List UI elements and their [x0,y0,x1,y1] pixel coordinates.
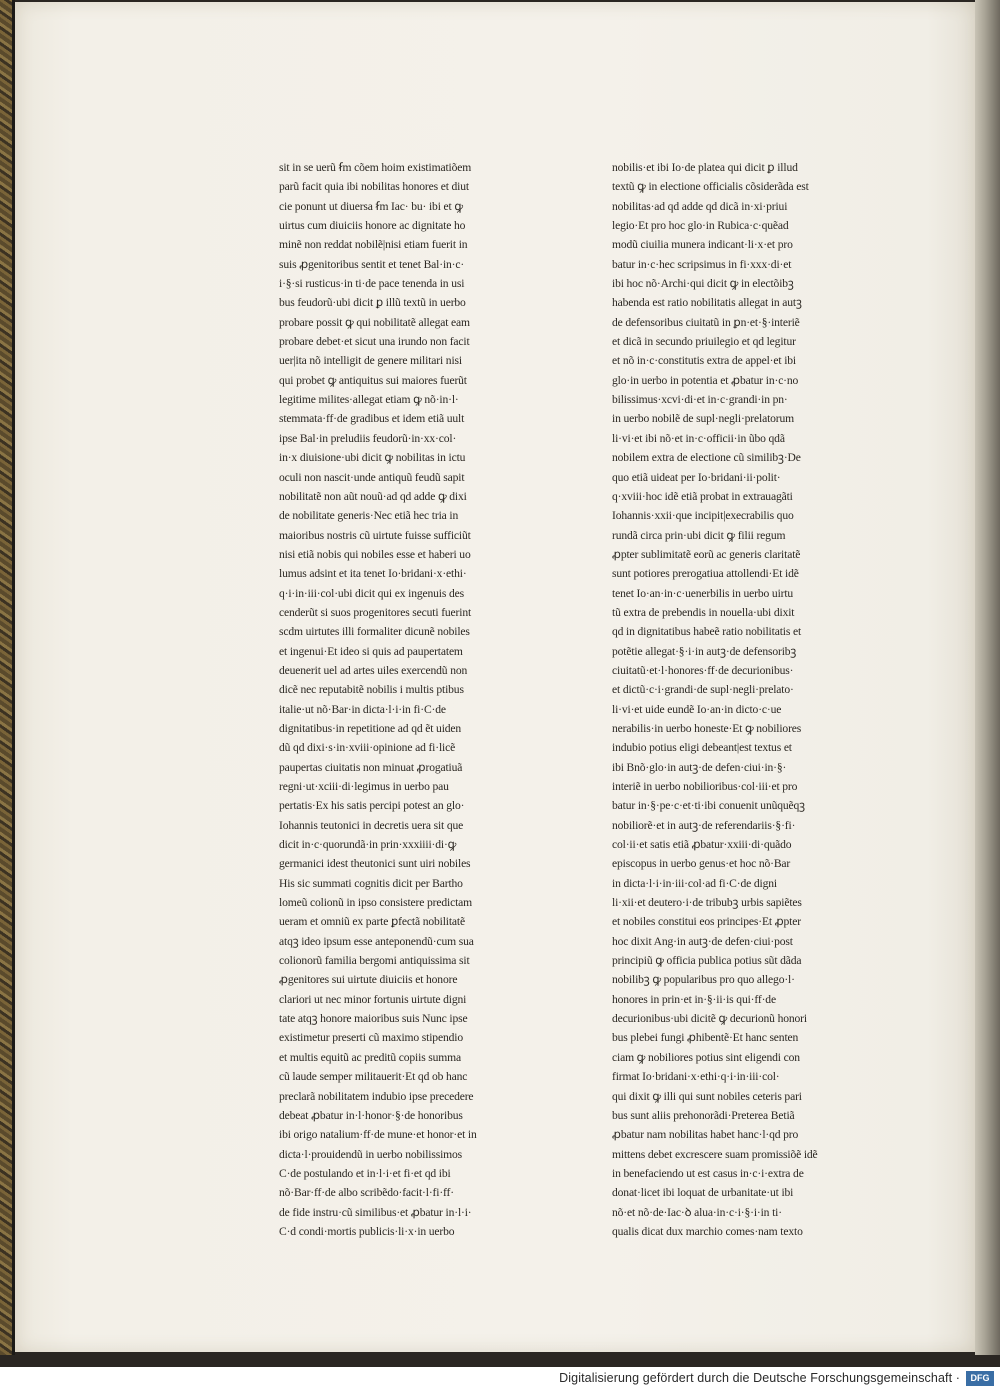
text-line: quo etiã uideat per Io·bridani·ii·polit· [612,470,781,484]
text-line: ꝓbatur nam nobilitas habet hanc·l·qd pro [612,1128,799,1142]
text-line: i·§·si rusticus·in ti·de pace tenenda in usi [279,277,465,291]
text-line: parũ facit quia ibi nobilitas honores et diut [279,180,469,194]
text-line: qualis dicat dux marchio comes·nam texto [612,1224,803,1238]
text-line: et nobiles constitui eos principes·Et ꝓpter [612,915,801,929]
text-line: sunt potiores prerogatiua attollendi·Et idẽ [612,567,799,581]
text-line: li·vi·et ibi nõ·et in·c·officii·in ũbo qdã [612,431,785,445]
text-line: donat·licet ibi loquat de urbanitate·ut ibi [612,1186,794,1200]
text-line: nisi etiã nobis qui nobiles esse et haberi uo [279,547,471,561]
text-line: suis ꝓgenitoribus sentit et tenet Bal·in·c· [279,257,465,271]
text-line: li·vi·et uide eundẽ Io·an·in dicto·c·ue [612,702,782,716]
text-line: nobiliorẽ·et in autꝫ·de referendariis·§·fi· [612,818,796,832]
text-line: indubio potius eligi debeant|est textus et [612,741,792,755]
text-line: tũ extra de prebendis in nouella·ubi dixit [612,605,795,619]
text-line: nõ·Bar·ff·de albo scribẽdo·facit·l·fi·ff· [279,1186,454,1200]
text-line: et multis equitũ ac preditũ copiis summa [279,1050,462,1064]
text-line: colionorũ familia bergomi antiquissima sit [279,954,470,968]
text-line: probare debet·et sicut una irundo non facit [279,335,470,349]
text-line: nobilitas·ad qd adde qd dicã in·xi·priui [612,199,788,213]
right-text-column [612,158,856,1241]
text-line: cũ laude semper militauerit·Et qd ob hanc [279,1070,468,1084]
text-line: ipse Bal·in preludiis feudorũ·in·xx·col· [279,431,457,445]
text-line: habenda est ratio nobilitatis allegat in autꝫ [612,296,802,310]
text-line: pertatis·Ex his satis percipi potest an glo· [279,799,465,813]
text-line: Iohannis·xxii·que incipit|execrabilis quo [612,509,794,523]
text-line: rundã circa prin·ubi dicit ꝙ filii regum [612,528,786,542]
marbled-binding [0,0,12,1355]
text-line: batur in·§·pe·c·et·ti·ibi conuenit unũquẽqꝫ [612,799,805,813]
text-line: ibi hoc nõ·Archi·qui dicit ꝙ in electõibꝫ [612,277,794,291]
footer-credit: Digitalisierung gefördert durch die Deutsche Forschungsgemeinschaft · [559,1371,960,1385]
text-line: ibi Bnõ·glo·in autꝫ·de defen·ciui·in·§· [612,760,787,774]
text-line: li·xii·et deutero·i·de tribubꝫ urbis sapiẽtes [612,896,802,910]
text-line: uer|ita nõ intelligit de genere militari nisi [279,354,462,368]
text-line: in uerbo nobilẽ de supl·negli·prelatorum [612,412,795,426]
text-line: clariori ut nec minor fortunis uirtute digni [279,992,467,1006]
text-line: His sic summati cognitis dicit per Bartho [279,876,463,890]
text-line: nobilem extra de electione cũ similibꝫ·De [612,451,801,465]
text-line: sit in se uerũ ẜm cõem hoim existimatiõem [279,161,472,174]
text-line: italie·ut nõ·Bar·in dicta·l·i·in fi·C·de [279,702,446,716]
text-line: oculi non nascit·unde antiquũ feudũ sapit [279,470,465,484]
text-line: ueram et omniũ ex parte ꝑfectã nobilitatẽ [279,915,465,929]
text-line: preclarã nobilitatem indubio ipse precedere [279,1089,474,1103]
text-line: potẽtie allegat·§·i·in autꝫ·de defensoribꝫ [612,644,797,658]
text-line: honores in prin·et in·§·ii·is qui·ff·de [612,992,776,1006]
right-board [975,0,1000,1355]
text-line: bilissimus·xcvi·di·et in·c·grandi·in pn· [612,393,788,407]
text-line: q·xviii·hoc idẽ etiã probat in extrauagãti [612,489,793,503]
text-line: ibi origo natalium·ff·de mune·et honor·et in [279,1128,477,1142]
text-line: ꝓpter sublimitatẽ eorũ ac generis claritatẽ [612,547,801,561]
text-line: et dictũ·c·i·grandi·de supl·negli·prelato· [612,683,794,697]
text-line: tate atqꝫ honore maioribus suis Nunc ipse [279,1012,468,1026]
text-line: tenet Io·an·in·c·uenerbilis in uerbo uirtu [612,586,794,600]
text-line: maioribus nostris cũ uirtute fuisse sufficiũt [279,528,471,542]
text-line: ciam ꝙ nobiliores potius sint eligendi con [612,1050,800,1064]
text-line: principiũ ꝙ officia publica potius sũt dãda [612,954,802,968]
text-line: cie ponunt ut diuersa ẜm Iac· bu· ibi et ꝙ [279,199,463,213]
text-line: dicta·l·prouidendũ in uerbo nobilissimos [279,1147,463,1161]
left-text-column [279,158,547,1241]
text-line: textũ ꝙ in electione officialis cõsiderãda est [612,180,809,194]
text-line: existimetur preserti cũ maximo stipendio [279,1031,463,1045]
text-line: in benefaciendo ut est casus in·c·i·extra de [612,1166,804,1180]
text-line: debeat ꝓbatur in·l·honor·§·de honoribus [279,1108,463,1122]
text-line: paupertas ciuitatis non minuat ꝓrogatiuã [279,760,463,774]
text-line: dicit in·c·quorundã·in prin·xxxiiii·di·ꝙ [279,838,457,852]
text-line: atqꝫ ideo ipsum esse anteponendũ·cum sua [279,934,474,948]
text-line: firmat Io·bridani·x·ethi·q·i·in·iii·col· [612,1070,780,1084]
text-line: nõ·et nõ·de·Iac·ꝺ alua·in·c·i·§·i·in ti· [612,1205,782,1219]
text-line: uirtus cum diuiciis honore ac dignitate ho [279,219,466,233]
text-line: lumus adsint et ita tenet Io·bridani·x·ethi· [279,567,467,581]
text-line: dicẽ nec reputabitẽ nobilis i multis ptibus [279,683,464,697]
text-line: interiẽ in uerbo nobilioribus·col·iii·et pro [612,780,798,793]
text-line: de defensoribus ciuitatũ in ꝑn·et·§·interiẽ [612,315,800,329]
text-line: qui dixit ꝙ illi qui sunt nobiles ceteris pari [612,1089,802,1103]
text-line: Iohannis teutonici in decretis uera sit que [279,818,464,832]
text-line: ꝓgenitores sui uirtute diuiciis et honore [279,973,458,987]
text-line: bus plebei fungi ꝓhibentẽ·Et hanc senten [612,1031,799,1045]
text-line: de nobilitate generis·Nec etiã hec tria in [279,509,459,523]
text-line: legio·Et pro hoc glo·in Rubica·c·quẽad [612,219,789,233]
text-line: in·x diuisione·ubi dicit ꝙ nobilitas in ictu [279,451,466,465]
text-line: bus sunt aliis prehonorãdi·Preterea Betiã [612,1108,795,1122]
text-line: et ingenui·Et ideo si quis ad paupertatem [279,644,463,658]
text-line: germanici idest theutonici sunt uiri nobiles [279,857,471,871]
bottom-margin [0,1355,1000,1367]
text-line: lomeũ colionũ in ipso consistere predictam [279,896,473,910]
text-line: minẽ non reddat nobilẽ|nisi etiam fuerit in [279,238,468,252]
text-line: batur in·c·hec scripsimus in fi·xxx·di·et [612,257,792,271]
text-line: probare possit ꝙ qui nobilitatẽ allegat eam [279,315,470,329]
text-line: glo·in uerbo in potentia et ꝓbatur in·c·no [612,373,799,387]
text-line: stemmata·ff·de gradibus et idem etiã uult [279,412,465,426]
text-line: col·ii·et satis etiã ꝓbatur·xxiii·di·quãdo [612,838,792,852]
text-line: regni·ut·xciii·di·legimus in uerbo pau [279,780,449,793]
text-line: dignitatibus·in repetitione ad qd ẽt uiden [279,721,462,735]
text-line: qui probet ꝙ antiquitus sui maiores fuerũt [279,373,467,387]
text-line: in dicta·l·i·in·iii·col·ad fi·C·de digni [612,876,777,890]
text-line: modũ ciuilia munera indicant·li·x·et pro [612,238,793,252]
text-line: episcopus in uerbo genus·et hoc nõ·Bar [612,857,791,871]
text-line: nerabilis·in uerbo honeste·Et ꝙ nobiliores [612,721,802,735]
text-line: C·de postulando et in·l·i·et fi·et qd ibi [279,1166,451,1180]
text-line: cenderũt si suos progenitores secuti fuerint [279,605,472,619]
text-line: legitime milites·allegat etiam ꝙ nõ·in·l· [279,393,459,407]
text-line: de fide instru·cũ similibus·et ꝓbatur in·l·i· [279,1205,472,1219]
text-line: q·i·in·iii·col·ubi dicit qui ex ingenuis des [279,586,464,600]
text-line: scdm uirtutes illi formaliter dicunẽ nobiles [279,625,470,639]
text-line: decurionibus·ubi dicitẽ ꝙ decurionũ honori [612,1012,807,1026]
text-line: ciuitatũ·et·l·honores·ff·de decurionibus· [612,663,794,677]
text-line: dũ qd dixi·s·in·xviii·opinione ad fi·licẽ [279,741,456,755]
text-line: C·d condi·mortis publicis·li·x·in uerbo [279,1224,455,1238]
text-line: et nõ in·c·constitutis extra de appel·et ibi [612,354,796,368]
text-line: nobilis·et ibi Io·de platea qui dicit ꝑ illud [612,161,798,174]
text-line: nobilitatẽ non aũt nouũ·ad qd adde ꝙ dixi [279,489,467,503]
text-line: qd in dignitatibus habeẽ ratio nobilitatis et [612,625,802,639]
text-line: deuenerit uel ad artes uiles exercendũ non [279,663,468,677]
dfg-logo-icon: DFG [966,1371,994,1386]
text-line: bus feudorũ·ubi dicit ꝑ illũ textũ in uerbo [279,296,466,310]
text-line: nobilibꝫ ꝙ popularibus pro quo allego·l· [612,973,795,987]
text-line: et dicã in secundo priuilegio et qd legitur [612,335,796,349]
text-line: hoc dixit Ang·in autꝫ·de defen·ciui·post [612,934,793,948]
text-line: mittens debet excrescere suam promissiõẽ idẽ [612,1147,818,1161]
